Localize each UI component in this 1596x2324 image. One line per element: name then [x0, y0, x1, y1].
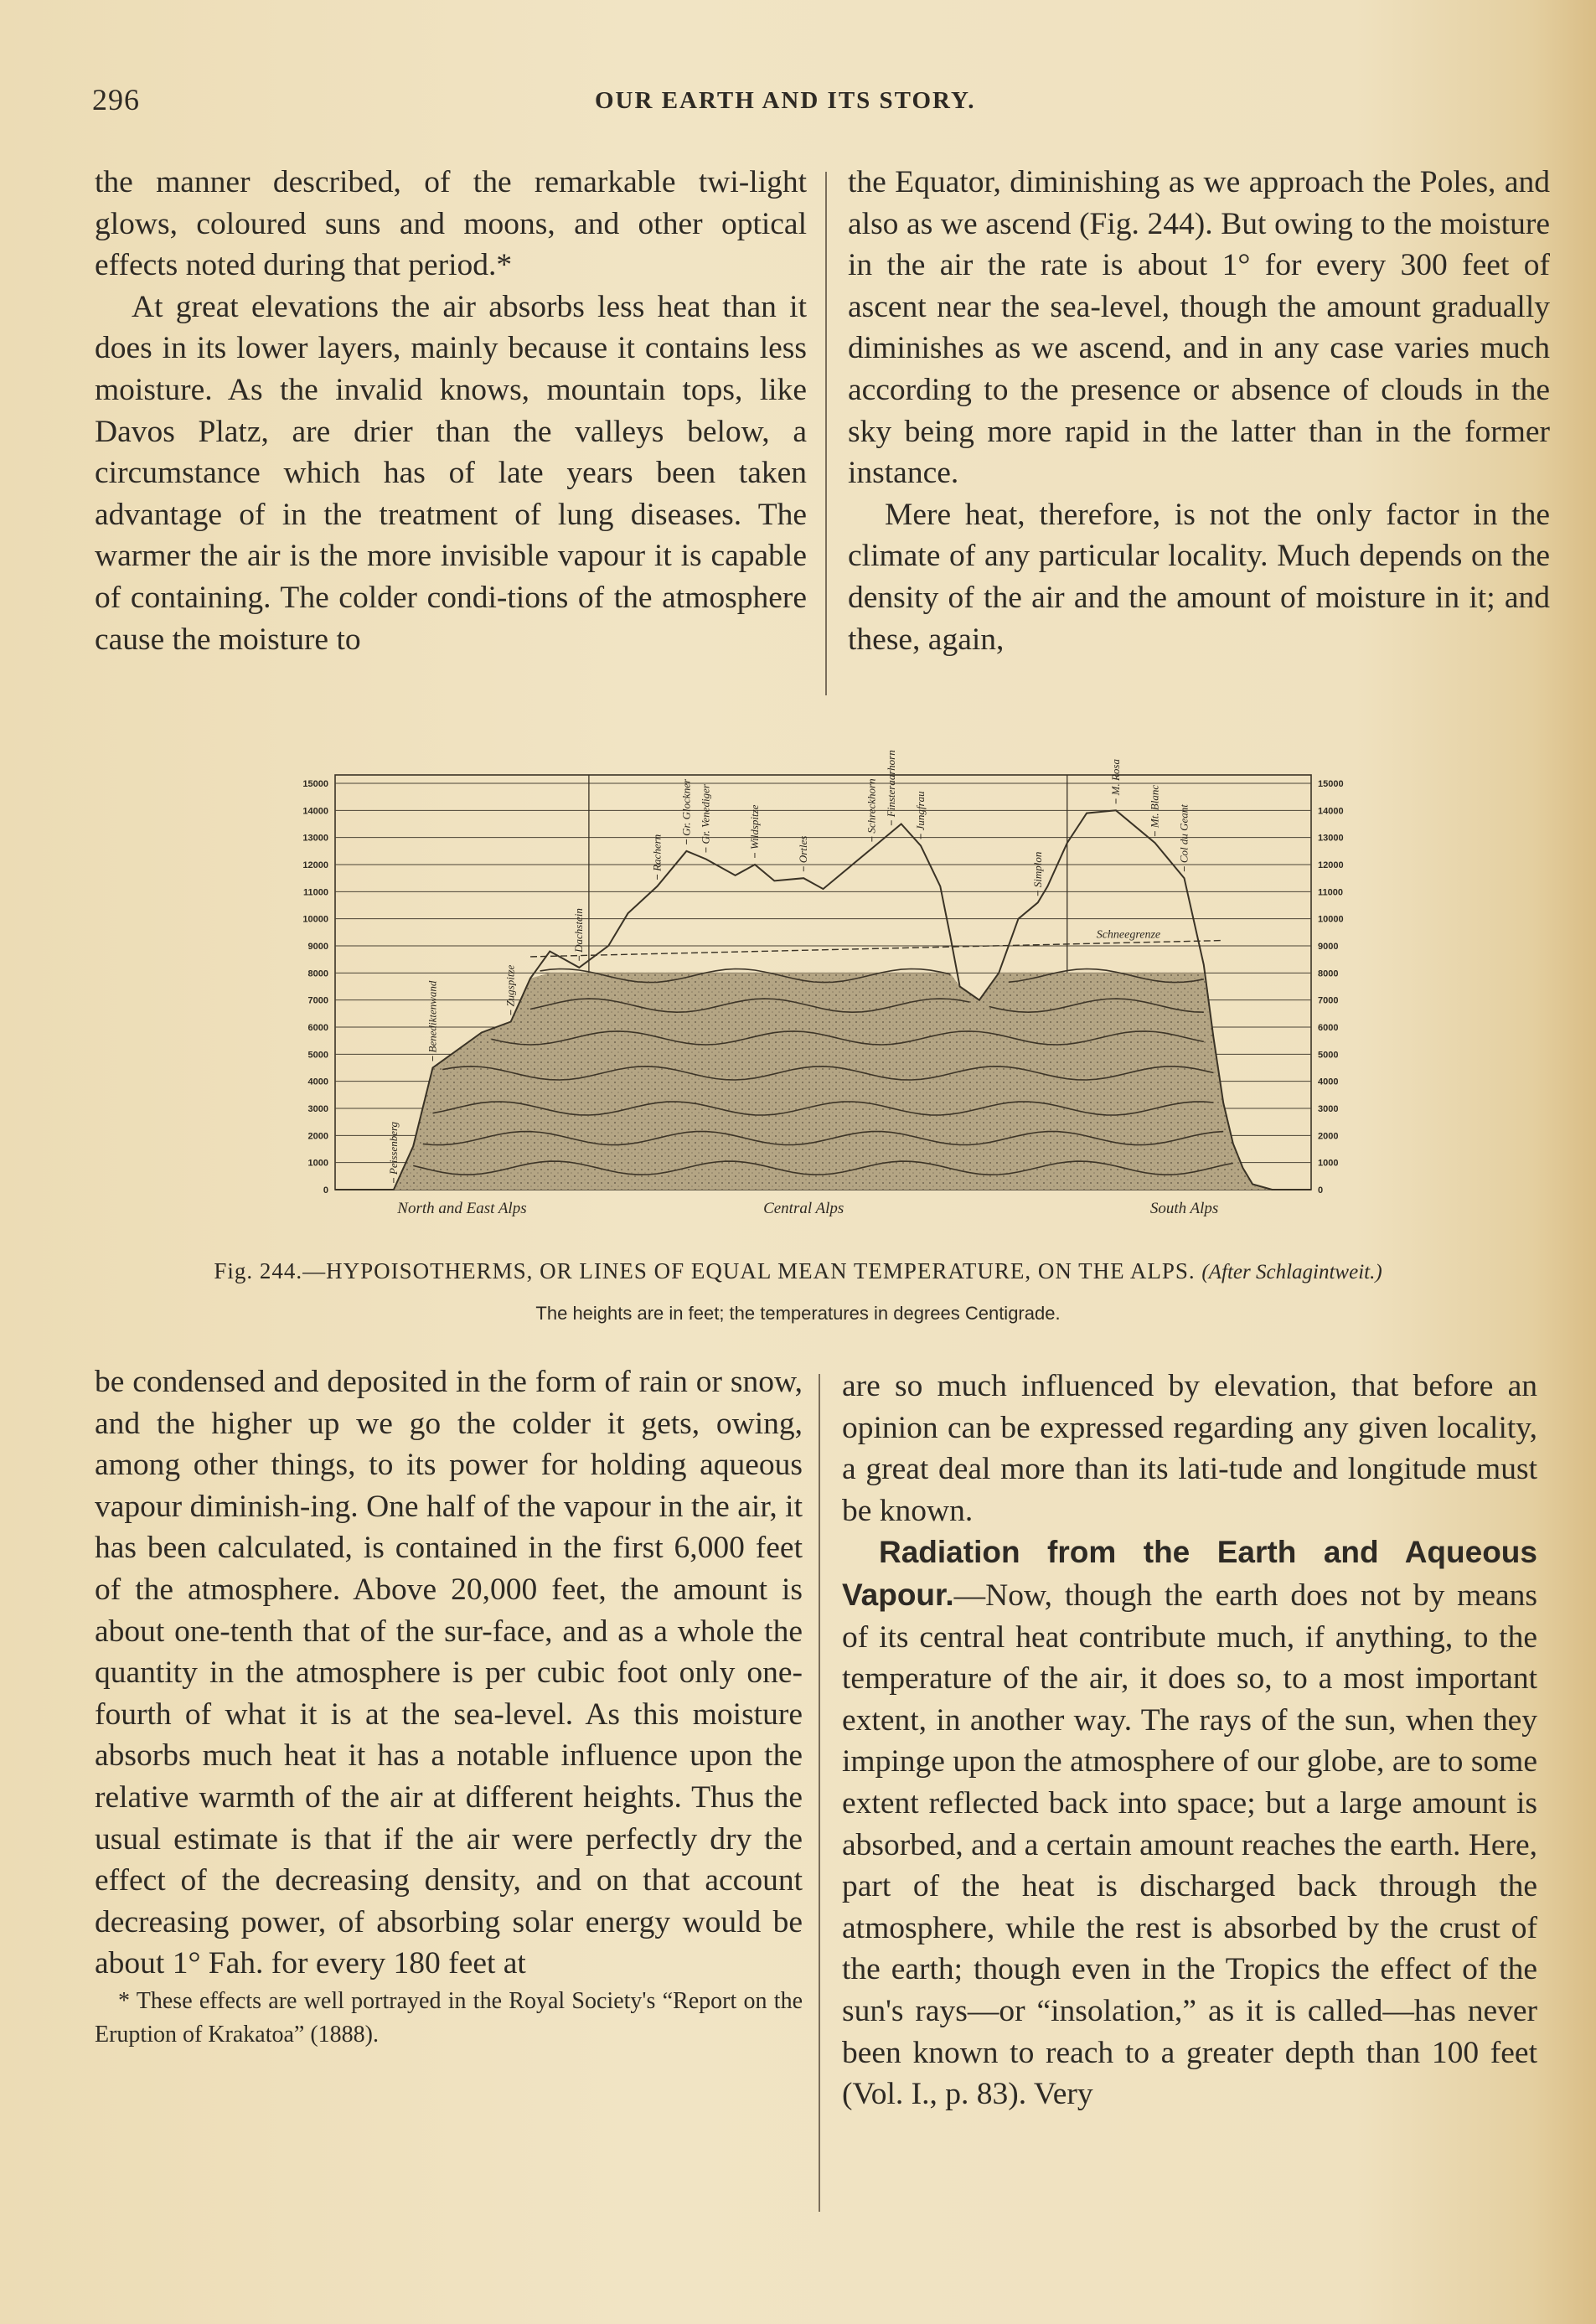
column-rule: [825, 172, 827, 695]
peak-label: Zugspitze: [504, 964, 517, 1007]
peak-label: M. Rosa: [1109, 758, 1122, 796]
y-tick-label-right: 10000: [1318, 914, 1344, 925]
bottom-left-column: [95, 1361, 803, 2052]
y-tick-label-right: 9000: [1318, 942, 1339, 952]
region-labels: [396, 1200, 1218, 1217]
y-tick-label-left: 9000: [307, 942, 328, 952]
region-label: Central Alps: [763, 1200, 844, 1217]
caption-source: (After Schlagintweit.): [1201, 1261, 1382, 1283]
peak-label: Wildspitze: [747, 804, 761, 850]
section-heading: Radiation from the Earth and Aqueous Vapour.: [842, 1535, 1537, 1612]
y-tick-label-left: 5000: [307, 1050, 328, 1061]
y-tick-label-right: 7000: [1318, 995, 1339, 1006]
peak-label: Finsteraarhorn: [885, 750, 898, 818]
peak-label: Schreckhorn: [865, 778, 878, 834]
page-number: 296: [92, 83, 140, 116]
paragraph: [842, 1531, 1537, 2115]
y-tick-label-right: 11000: [1318, 887, 1343, 898]
peak-label: Gr. Venediger: [699, 784, 712, 844]
y-tick-label-right: 13000: [1318, 833, 1344, 844]
peak-label: Simplon: [1030, 851, 1044, 888]
y-tick-label-right: 6000: [1318, 1023, 1339, 1033]
paragraph: At great elevations the air absorbs less heat than it does in its lower layers, mainly because it contains less moisture. As the invalid knows, mountain tops, like Davos Platz, are drier than the valleys below, a circumstance which has of late years been taken advantage of in the treatment of lung diseases. The warmer the air is the more invisible vapour it is capable of containing. The colder condi-tions of the atmosphere cause the moisture to: [95, 289, 807, 657]
y-tick-label-right: 5000: [1318, 1050, 1339, 1061]
peak-label: Peissenberg: [386, 1121, 400, 1175]
snowline: [530, 941, 1223, 957]
y-tick-label-right: 3000: [1318, 1104, 1339, 1114]
page-header: [92, 82, 1550, 129]
figure-caption: [0, 1258, 1596, 1284]
y-tick-label-left: 8000: [307, 968, 328, 979]
region-label: South Alps: [1149, 1200, 1219, 1217]
y-tick-label-right: 0: [1318, 1185, 1324, 1196]
peak-label: Gr. Glockner: [679, 778, 693, 836]
y-tick-label-left: 6000: [307, 1023, 328, 1033]
running-head: OUR EARTH AND ITS STORY.: [595, 87, 976, 114]
peak-label: Benediktenwand: [426, 980, 439, 1053]
y-tick-label-right: 1000: [1318, 1158, 1339, 1169]
paragraph: are so much influenced by elevation, that before an opinion can be expressed regarding any given locality, a great deal more than its lati-tude and longitude must be known.: [842, 1369, 1537, 1528]
y-tick-label-left: 12000: [302, 860, 328, 870]
y-tick-label-left: 3000: [307, 1104, 328, 1114]
y-tick-label-right: 4000: [1318, 1077, 1339, 1087]
top-right-column: [848, 162, 1550, 660]
caption-title: Fig. 244.—HYPOISOTHERMS, OR LINES OF EQUAL MEAN TEMPERATURE, ON THE ALPS.: [214, 1258, 1196, 1283]
y-tick-label-right: 15000: [1318, 779, 1344, 789]
bottom-right-column: [842, 1366, 1537, 2115]
y-tick-label-left: 1000: [307, 1158, 328, 1169]
y-tick-label-left: 4000: [307, 1077, 328, 1087]
paragraph: the Equator, diminishing as we approach the Poles, and also as we ascend (Fig. 244). But owing to the moisture in the air the rate is about 1° for every 300 feet of ascent near the sea-level, though the amount gradually diminishes as we ascend, and in any case varies much according to the presence or absence of clouds in the sky being more rapid in the latter than in the former instance.: [848, 165, 1550, 491]
y-tick-label-left: 7000: [307, 995, 328, 1006]
peak-label: Mt. Blanc: [1148, 784, 1161, 829]
peak-label: Ortles: [797, 835, 810, 864]
y-tick-label-right: 8000: [1318, 968, 1339, 979]
y-tick-label-left: 0: [323, 1185, 328, 1196]
y-tick-label-right: 2000: [1318, 1131, 1339, 1142]
snowline-label: Schneegrenze: [1096, 928, 1161, 942]
hypoisotherm-chart: [251, 712, 1374, 1232]
peak-label: Dachstein: [572, 908, 586, 953]
peak-label: Rachern: [650, 834, 664, 871]
top-left-column: [95, 162, 807, 660]
y-tick-label-left: 10000: [302, 914, 328, 925]
y-tick-label-right: 14000: [1318, 806, 1344, 817]
paragraph: Mere heat, therefore, is not the only factor in the climate of any particular locality. Much depends on the density of the air and the amount of moisture in it; and these, again,: [848, 497, 1550, 657]
footnote: * These effects are well portrayed in the Royal Society's “Report on the Eruption of Krakatoa” (1888).: [95, 1987, 803, 2048]
y-tick-label-left: 15000: [302, 779, 328, 789]
y-tick-label-left: 11000: [303, 887, 328, 898]
stippled-region: [335, 973, 1311, 1190]
column-rule: [819, 1374, 820, 2212]
y-tick-label-left: 2000: [307, 1131, 328, 1142]
section-body: —Now, though the earth does not by means of its central heat contribute much, if anything, to the temperature of the air, it does so, to a most important extent, in another way. The rays of the sun, when they impinge upon the atmosphere of our globe, are to some extent reflected back into space; but a large amount is absorbed, and a certain amount reaches the earth. Here, part of the heat is discharged back through the atmosphere, while the rest is absorbed by the crust of the earth; though even in the Tropics the effect of the sun's rays—or “insolation,” as it is called—has never been known to reach to a greater depth than 100 feet (Vol. I., p. 83). Very: [842, 1578, 1537, 2112]
peak-label: Col du Geant: [1177, 804, 1191, 864]
paragraph: the manner described, of the remarkable twi-light glows, coloured suns and moons, and other optical effects noted during that period.*: [95, 165, 807, 283]
y-tick-label-left: 14000: [302, 806, 328, 817]
peak-label: Jungfrau: [914, 791, 927, 831]
y-tick-label-right: 12000: [1318, 860, 1344, 870]
paragraph: be condensed and deposited in the form of rain or snow, and the higher up we go the colder it gets, owing, among other things, to its power for holding aqueous vapour diminish-ing. One half of the vapour in the air, it has been calculated, is contained in the first 6,000 feet of the atmosphere. Above 20,000 feet, the amount is about one-tenth that of the sur-face, and as a whole the quantity in the atmosphere is per cubic foot only one-fourth of what it is at the sea-level. As this moisture absorbs much heat it has a notable influence upon the relative warmth of the air at different heights. Thus the usual estimate is that if the air were perfectly dry the effect of the decreasing density, and on that account decreasing power, of absorbing solar energy would be about 1° Fah. for every 180 feet at: [95, 1365, 803, 1981]
region-label: North and East Alps: [397, 1200, 527, 1217]
figure-caption-note: The heights are in feet; the temperatures in degrees Centigrade.: [535, 1303, 1061, 1324]
y-tick-label-left: 13000: [302, 833, 328, 844]
